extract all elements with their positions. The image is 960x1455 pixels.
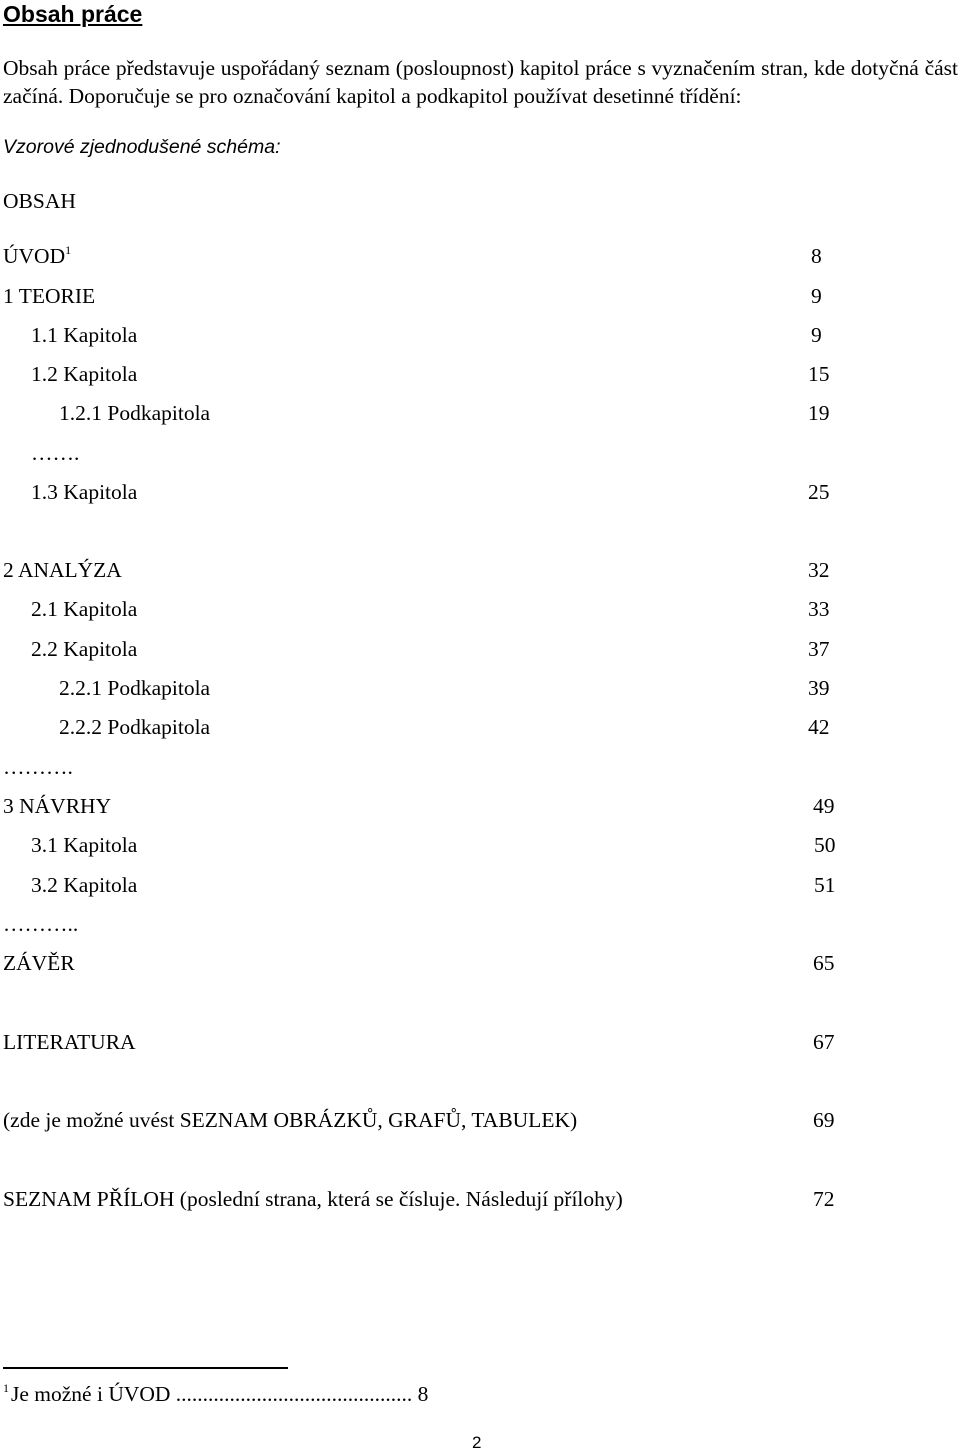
toc-entry-page: 37 [808,637,830,661]
toc-entry-page: 49 [813,794,835,818]
toc-entry-seznam-priloh [3,1186,848,1212]
toc-entry-label: (zde je možné uvést SEZNAM OBRÁZKŮ, GRAFŮ, TABULEK) [3,1108,578,1132]
toc-entry-label: 3.2 Kapitola [31,873,138,897]
toc-entry-3-1 [31,832,846,858]
toc-entry-page: 69 [813,1108,835,1132]
footnote-separator [3,1367,288,1369]
toc-entry-page: 67 [813,1030,835,1054]
toc-entry-page: 32 [808,558,830,582]
toc-entry-1-2 [31,361,841,387]
toc-entry-label: 1 TEORIE [3,284,96,308]
toc-ellipsis: ……. [31,441,80,465]
schema-label: Vzorové zjednodušené schéma: [3,136,281,158]
toc-entry-page: 9 [811,323,822,347]
toc-entry-page: 25 [808,480,830,504]
toc-entry-page: 19 [808,401,830,425]
toc-entry-label: LITERATURA [3,1030,136,1054]
toc-entry-page: 8 [811,244,822,268]
toc-entry-seznam-obrazku [3,1107,848,1133]
toc-entry-label: 3 NÁVRHY [3,794,112,818]
toc-entry-label: ZÁVĚR [3,951,75,975]
toc-entry-1-1 [31,322,841,348]
toc-entry-2-2-2 [59,714,839,740]
toc-entry-label: 1.2.1 Podkapitola [59,401,211,425]
toc-entry-page: 72 [813,1187,835,1211]
toc-entry-label: ÚVOD [3,244,66,268]
toc-entry-page: 33 [808,597,830,621]
footnote [3,1381,428,1407]
toc-entry-page: 50 [814,833,836,857]
toc-entry-uvod [3,243,843,269]
toc-entry-label: 1.1 Kapitola [31,323,138,347]
toc-entry-teorie [3,283,843,309]
toc-entry-2-1 [31,596,841,622]
toc-entry-1-3 [31,479,841,505]
toc-entry-label: 2.2 Kapitola [31,637,138,661]
page-number: 2 [472,1433,482,1452]
toc-entry-zaver [3,950,848,976]
toc-entry-label: 2.2.1 Podkapitola [59,676,211,700]
toc-entry-label: 1.2 Kapitola [31,362,138,386]
toc-entry-label: SEZNAM PŘÍLOH (poslední strana, která se čísluje. Následují přílohy) [3,1187,623,1211]
toc-entry-label: 2 ANALÝZA [3,558,122,582]
toc-ellipsis: ………. [3,755,73,779]
toc-ellipsis: ……….. [3,912,79,936]
toc-entry-page: 42 [808,715,830,739]
toc-entry-label: 2.1 Kapitola [31,597,138,621]
footnote-text: Je možné i ÚVOD ............................................ 8 [11,1382,429,1406]
toc-entry-2-2 [31,636,841,662]
toc-entry-page: 39 [808,676,830,700]
toc-entry-analyza [3,557,843,583]
toc-entry-navrhy [3,793,843,819]
toc-entry-2-2-1 [59,675,839,701]
toc-entry-page: 9 [811,284,822,308]
intro-paragraph: Obsah práce představuje uspořádaný seznam (posloupnost) kapitol práce s vyznačením stran, kde dotyčná část začíná. Doporučuje se pro označování kapitol a podkapitol používat desetinné třídění: [3,56,958,108]
toc-title: OBSAH [3,189,76,213]
toc-entry-label: 1.3 Kapitola [31,480,138,504]
toc-entry-label: 2.2.2 Podkapitola [59,715,211,739]
toc-entry-literatura [3,1029,848,1055]
toc-entry-page: 51 [814,873,836,897]
page-heading: Obsah práce [3,1,143,27]
footnote-reference: 1 [65,243,72,257]
toc-entry-label: 3.1 Kapitola [31,833,138,857]
toc-entry-3-2 [31,872,846,898]
toc-entry-page: 65 [813,951,835,975]
footnote-mark: 1 [3,1381,9,1395]
toc-entry-1-2-1 [59,400,839,426]
toc-entry-page: 15 [808,362,830,386]
